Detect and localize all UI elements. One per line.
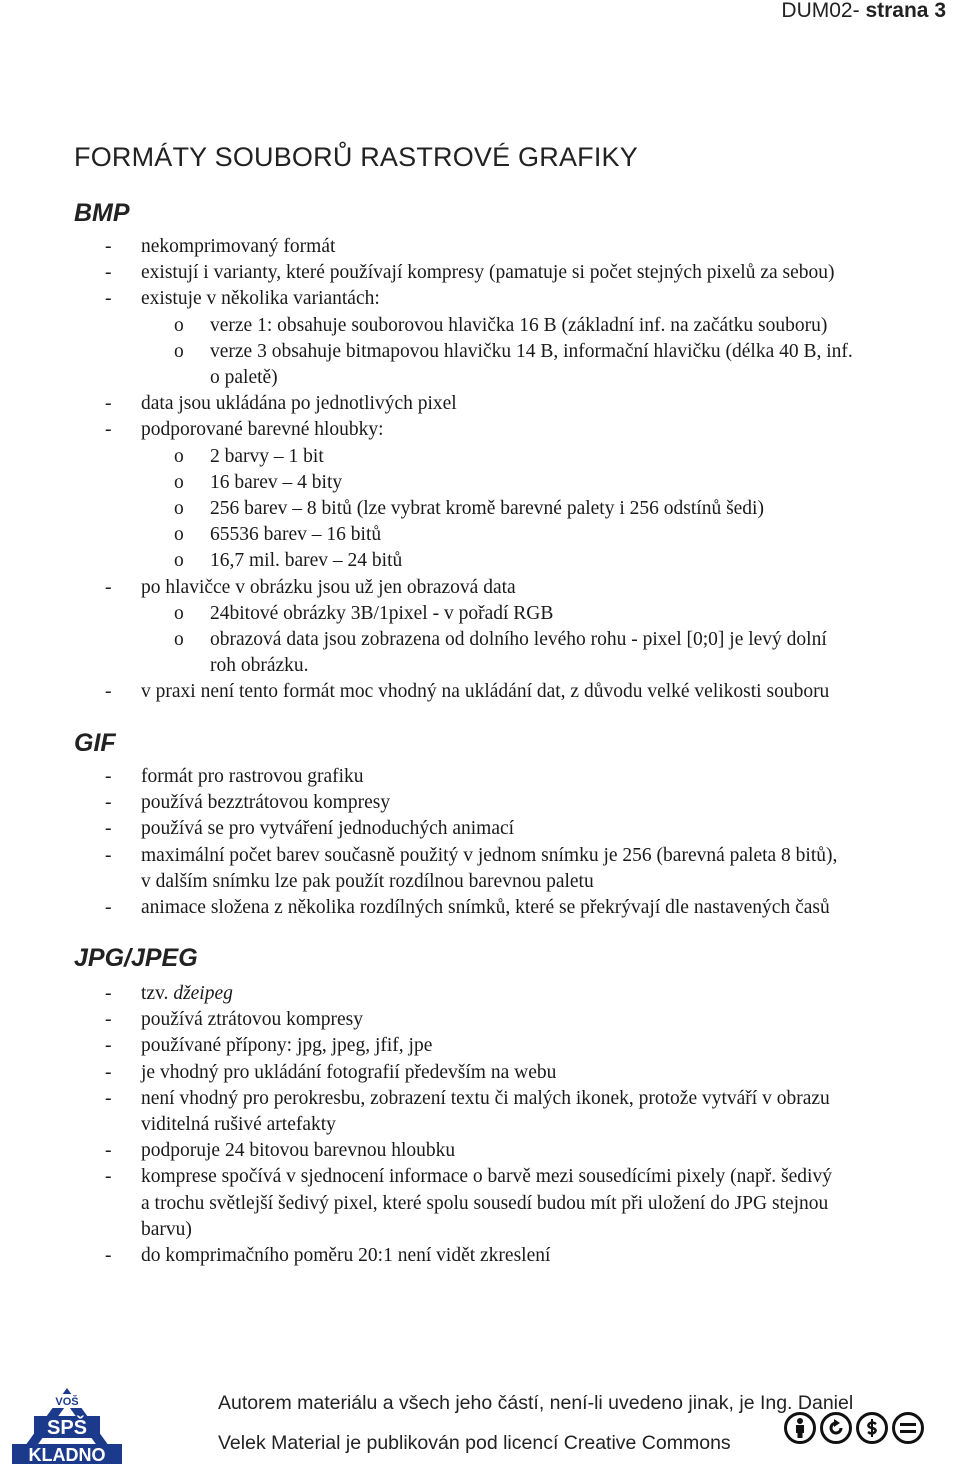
list-item: - data jsou ukládána po jednotlivých pixel bbox=[105, 393, 457, 415]
sub-list-item: o 2 barvy – 1 bit bbox=[174, 445, 324, 467]
list-item: - používá bezztrátovou kompresy bbox=[105, 792, 391, 814]
list-item: - po hlavičce v obrázku jsou už jen obrazová data bbox=[105, 576, 516, 598]
svg-text:SPŠ: SPŠ bbox=[46, 1417, 88, 1439]
section-title-gif: GIF bbox=[74, 729, 116, 757]
page-title: FORMÁTY SOUBORŮ RASTROVÉ GRAFIKY bbox=[74, 142, 638, 172]
sub-list-item-continuation: roh obrázku. bbox=[210, 655, 309, 677]
list-item: - animace složena z několika rozdílných snímků, které se překrývají dle nastavených časů bbox=[105, 897, 830, 919]
page-header bbox=[781, 0, 946, 22]
list-item-continuation: v dalším snímku lze pak použít rozdílnou barevnou paletu bbox=[141, 870, 594, 892]
list-item: - existuje v několika variantách: bbox=[105, 288, 380, 310]
list-item: - komprese spočívá v sjednocení informace o barvě mezi sousedícími pixely (např. šedivý bbox=[105, 1166, 832, 1188]
italic-term: džeipeg bbox=[173, 983, 233, 1004]
list-item: - do komprimačního poměru 20:1 není vidět zkreslení bbox=[105, 1245, 551, 1267]
cc-license-icons bbox=[784, 1412, 924, 1444]
list-item: - podporované barevné hloubky: bbox=[105, 419, 384, 441]
list-item: - používá ztrátovou kompresy bbox=[105, 1009, 364, 1031]
jpg-list bbox=[0, 981, 840, 1269]
svg-text:KLADNO: KLADNO bbox=[28, 1445, 106, 1465]
list-item: - je vhodný pro ukládání fotografií především na webu bbox=[105, 1061, 557, 1083]
list-item: - není vhodný pro perokresbu, zobrazení textu či malých ikonek, protože vytváří v obrazu bbox=[105, 1087, 830, 1109]
list-item: - existují i varianty, které používají kompresy (pamatuje si počet stejných pixelů za sebou) bbox=[105, 262, 835, 284]
list-item: - nekomprimovaný formát bbox=[105, 236, 336, 257]
sub-list-item: o 65536 barev – 16 bitů bbox=[174, 524, 382, 546]
sub-list-item: o 256 barev – 8 bitů (lze vybrat kromě barevné palety i 256 odstínů šedi) bbox=[174, 498, 764, 520]
section-title-bmp: BMP bbox=[74, 199, 130, 227]
school-logo bbox=[10, 1386, 124, 1466]
list-item: - formát pro rastrovou grafiku bbox=[105, 766, 364, 787]
cc-nc-icon bbox=[856, 1412, 888, 1444]
cc-by-icon bbox=[784, 1412, 816, 1444]
sub-list-item: o obrazová data jsou zobrazena od dolního levého rohu - pixel [0;0] je levý dolní bbox=[174, 629, 827, 651]
header-page: strana 3 bbox=[865, 0, 946, 22]
list-item: - používané přípony: jpg, jpeg, jfif, jpe bbox=[105, 1035, 433, 1057]
svg-text:VOŠ: VOŠ bbox=[55, 1396, 79, 1408]
sub-list-item-continuation: o paletě) bbox=[210, 367, 278, 389]
list-item-continuation: a trochu světlejší šedivý pixel, které spolu sousedí budou mít při uložení do JPG stejnou bbox=[141, 1192, 829, 1214]
sub-list-item: o 16,7 mil. barev – 24 bitů bbox=[174, 550, 403, 572]
list-item: - tzv. džeipeg bbox=[105, 983, 233, 1004]
sub-list-item: o 24bitové obrázky 3B/1pixel - v pořadí RGB bbox=[174, 602, 554, 624]
bmp-list bbox=[0, 234, 861, 706]
list-item: - podporuje 24 bitovou barevnou hloubku bbox=[105, 1140, 456, 1162]
list-item-continuation: viditelná rušivé artefakty bbox=[141, 1114, 336, 1136]
list-item: - používá se pro vytváření jednoduchých animací bbox=[105, 818, 515, 840]
cc-sa-icon bbox=[820, 1412, 852, 1444]
section-title-jpg: JPG/JPEG bbox=[74, 944, 198, 972]
gif-list bbox=[0, 764, 845, 921]
sub-list-item: o 16 barev – 4 bity bbox=[174, 471, 343, 493]
footer-license-text: Velek Material je publikován pod licencí Creative Commons bbox=[218, 1432, 731, 1454]
list-item: - maximální počet barev současně použitý v jednom snímku je 256 (barevná paleta 8 bitů), bbox=[105, 844, 838, 866]
header-prefix: DUM02- bbox=[781, 0, 860, 22]
sub-list-item: o verze 3 obsahuje bitmapovou hlavičku 14 B, informační hlavičku (délka 40 B, inf. bbox=[174, 340, 853, 362]
footer-author-text: Autorem materiálu a všech jeho částí, není-li uvedeno jinak, je Ing. Daniel bbox=[218, 1392, 854, 1414]
sub-list-item: o verze 1: obsahuje souborovou hlavička 16 B (základní inf. na začátku souboru) bbox=[174, 314, 828, 336]
list-item-continuation: barvu) bbox=[141, 1218, 192, 1240]
list-item: - v praxi není tento formát moc vhodný na ukládání dat, z důvodu velké velikosti souboru bbox=[105, 681, 830, 703]
cc-nd-icon bbox=[892, 1412, 924, 1444]
